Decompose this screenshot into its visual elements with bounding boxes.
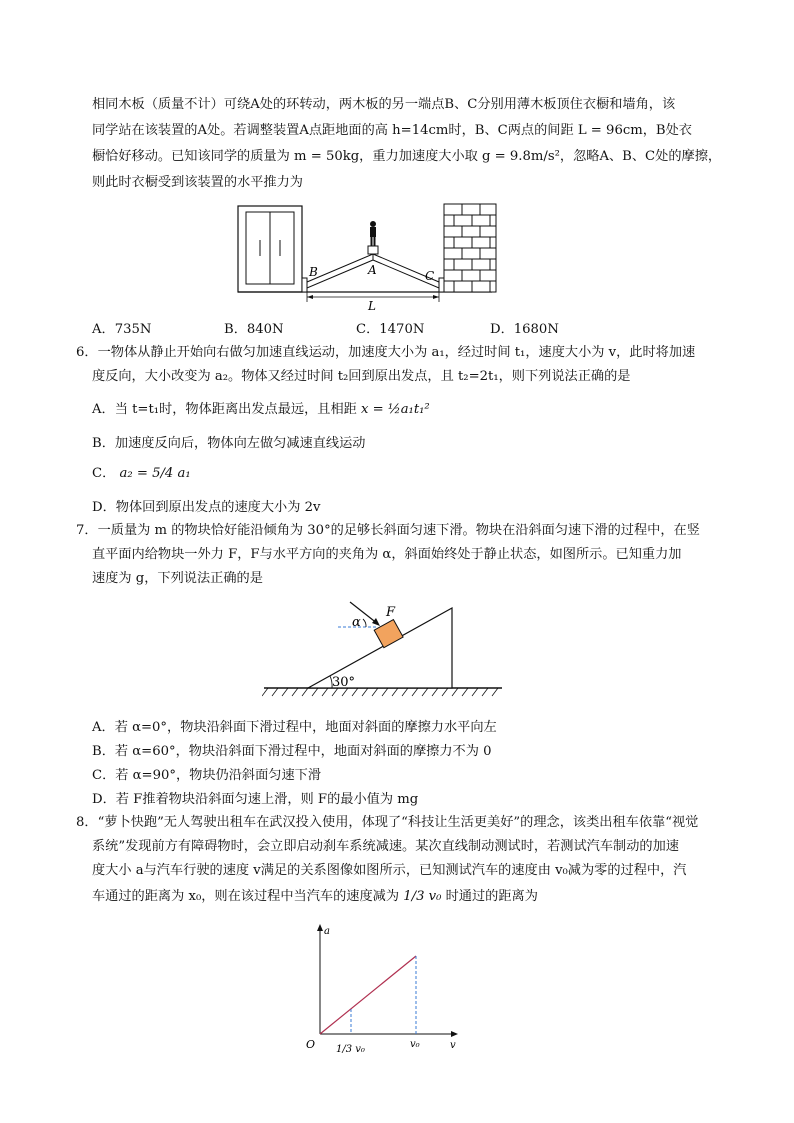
person-figure bbox=[368, 221, 378, 254]
q5-stem-line-3: 橱恰好移动。已知该同学的质量为 m = 50kg，重力加速度大小取 g = 9.8m/s²，忽略A、B、C处的摩擦， bbox=[92, 149, 722, 164]
y-axis-label: a bbox=[324, 926, 330, 937]
brick-wall bbox=[444, 204, 496, 292]
q5-option-c[interactable]: C．1470N bbox=[356, 322, 425, 337]
q7-option-d[interactable]: D．若 F推着物块沿斜面匀速上滑，则 F的最小值为 mg bbox=[92, 792, 419, 807]
q6-option-c-label: C． bbox=[92, 466, 116, 481]
force-label: F bbox=[386, 605, 396, 620]
q6-stem-line-1: 6．一物体从静止开始向右做匀加速直线运动，加速度大小为 a₁，经过时间 t₁，速度大小为 v，此时将加速 bbox=[76, 345, 696, 360]
q6-option-a-text: A．当 t=t₁时，物体距离出发点最远，且相距 bbox=[92, 402, 357, 417]
q6-option-a-formula: x = ½a₁t₁² bbox=[361, 402, 430, 417]
q8-last-line-fraction: 1/3 v₀ bbox=[403, 889, 442, 904]
q7-option-b[interactable]: B．若 α=60°，物块沿斜面下滑过程中，地面对斜面的摩擦力不为 0 bbox=[92, 744, 492, 759]
q5-option-a[interactable]: A．735N bbox=[92, 322, 152, 337]
q5-option-b[interactable]: B．840N bbox=[224, 322, 284, 337]
incline-angle-label: 30° bbox=[332, 675, 356, 690]
q5-option-d[interactable]: D．1680N bbox=[490, 322, 559, 337]
q5-stem-line-1: 相同木板（质量不计）可绕A处的环转动，两木板的另一端点B、C分别用薄木板顶住衣橱和墙角，该 bbox=[92, 97, 676, 112]
label-C: C bbox=[425, 269, 435, 283]
q8-stem-line-4 bbox=[92, 886, 538, 908]
q5-figure bbox=[232, 200, 502, 315]
q8-last-line-suffix: 时通过的距离为 bbox=[445, 889, 538, 904]
alpha-label: α bbox=[352, 615, 361, 630]
q7-option-a[interactable]: A．若 α=0°，物块沿斜面下滑过程中，地面对斜面的摩擦力水平向左 bbox=[92, 720, 497, 735]
q8-stem-line-1: 8．“萝卜快跑”无人驾驶出租车在武汉投入使用，体现了“科技让生活更美好”的理念，该类出租车依靠“视觉 bbox=[76, 815, 699, 830]
q7-figure bbox=[262, 596, 507, 704]
origin-label: O bbox=[306, 1038, 316, 1051]
q7-stem-line-3: 速度为 g，下列说法正确的是 bbox=[92, 571, 263, 586]
incline bbox=[308, 608, 452, 688]
q8-graph bbox=[300, 922, 470, 1067]
x-axis-label: v bbox=[450, 1040, 456, 1051]
q6-option-c[interactable] bbox=[92, 462, 191, 481]
q8-last-line-prefix: 车通过的距离为 x₀，则在该过程中当汽车的速度减为 bbox=[92, 889, 400, 904]
q7-option-c[interactable]: C．若 α=90°，物块仍沿斜面匀速下滑 bbox=[92, 768, 322, 783]
q6-stem-line-2: 度反向，大小改变为 a₂。物体又经过时间 t₂回到原出发点，且 t₂=2t₁，则下列说法正确的是 bbox=[92, 369, 631, 384]
q6-option-c-formula: a₂ = 5/4 a₁ bbox=[119, 466, 191, 481]
q8-stem-line-3: 度大小 a与汽车行驶的速度 v满足的关系图像如图所示，已知测试汽车的速度由 v₀减为零的过程中，汽 bbox=[92, 863, 687, 878]
a-v-line bbox=[320, 956, 416, 1034]
label-B: B bbox=[309, 265, 318, 279]
q5-stem-line-2: 同学站在该装置的A处。若调整装置A点距地面的高 h=14cm时，B、C两点的间距 L = 96cm，B处衣 bbox=[92, 123, 692, 138]
q7-stem-line-1: 7．一质量为 m 的物块恰好能沿倾角为 30°的足够长斜面匀速下滑。物块在沿斜面匀速下滑的过程中，在竖 bbox=[76, 523, 700, 538]
q7-stem-line-2: 直平面内给物块一外力 F，F与水平方向的夹角为 α，斜面始终处于静止状态，如图所示。已知重力加 bbox=[92, 547, 682, 562]
label-A: A bbox=[368, 263, 377, 277]
q6-option-b[interactable]: B．加速度反向后，物体向左做匀减速直线运动 bbox=[92, 436, 366, 451]
label-L: L bbox=[368, 299, 376, 313]
third-v0-tick-label: 1/3 v₀ bbox=[336, 1044, 365, 1055]
q5-stem-line-4: 则此时衣橱受到该装置的水平推力为 bbox=[92, 175, 303, 190]
q6-option-d[interactable]: D．物体回到原出发点的速度大小为 2v bbox=[92, 500, 321, 515]
q8-stem-line-2: 系统”发现前方有障碍物时，会立即启动刹车系统减速。某次直线制动测试时，若测试汽车制动的加速 bbox=[92, 839, 679, 854]
v0-tick-label: v₀ bbox=[410, 1039, 420, 1050]
q6-option-a[interactable] bbox=[92, 398, 430, 417]
